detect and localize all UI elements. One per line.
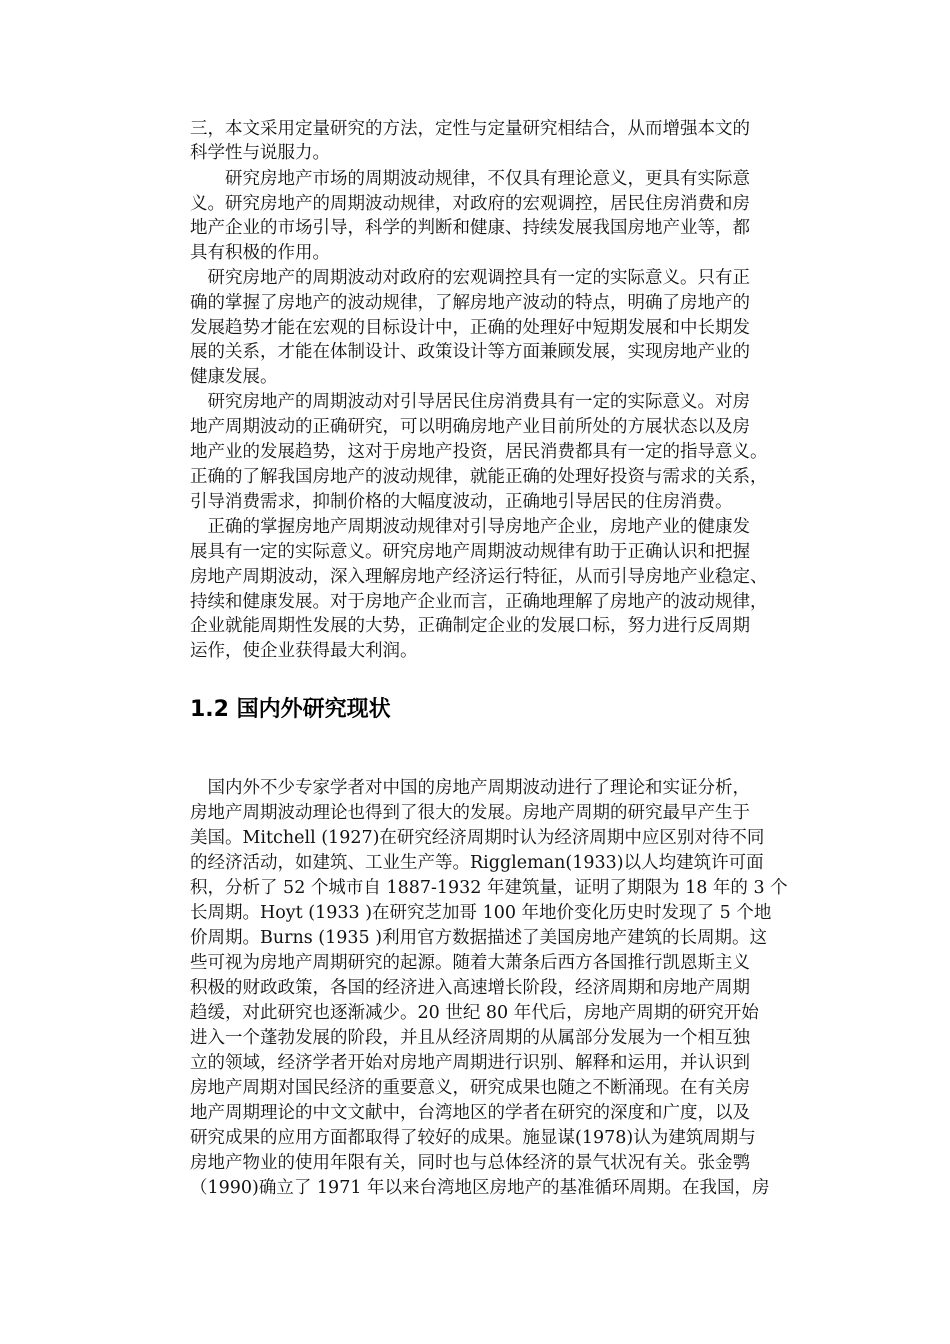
paragraph-line: 三，本文采用定量研究的方法，定性与定量研究相结合，从而增强本文的 [190, 119, 750, 139]
paragraph-line: 地产周期波动的正确研究，可以明确房地产业目前所处的方展状态以及房 [190, 417, 750, 437]
paragraph-line: 展具有一定的实际意义。研究房地产周期波动规律有助于正确认识和把握 [190, 542, 750, 562]
paragraph-line: 房地产物业的使用年限有关，同时也与总体经济的景气状况有关。张金鹗 [190, 1153, 750, 1173]
paragraph-line: 健康发展。 [190, 367, 278, 387]
paragraph-line: 运作，使企业获得最大利润。 [190, 641, 418, 661]
paragraph-line: 地产业的发展趋势，这对于房地产投资，居民消费都具有一定的指导意义。 [190, 442, 768, 462]
paragraph-line: 企业就能周期性发展的大势，正确制定企业的发展口标，努力进行反周期 [190, 616, 750, 636]
paragraph-line: 美国。Mitchell (1927)在研究经济周期时认为经济周期中应区别对待不同 [190, 828, 765, 848]
paragraph-line: 积，分析了 52 个城市自 1887-1932 年建筑量，证明了期限为 18 年的 3 个 [190, 878, 788, 898]
paragraph-line: 价周期。Burns (1935 )利用官方数据描述了美国房地产建筑的长周期。这 [190, 928, 768, 948]
paragraph-line: 的经济活动，如建筑、工业生产等。Riggleman(1933)以人均建筑许可面 [190, 853, 764, 873]
paragraph-line: 科学性与说服力。 [190, 143, 330, 163]
paragraph-line: 地产企业的市场引导，科学的判断和健康、持续发展我国房地产业等，都 [190, 218, 750, 238]
paragraph-line: 进入一个蓬勃发展的阶段，并且从经济周期的从属部分发展为一个相互独 [190, 1028, 750, 1048]
paragraph-line: 研究房地产的周期波动对政府的宏观调控具有一定的实际意义。只有正 [190, 268, 750, 288]
paragraph-line: 趋缓，对此研究也逐渐减少。20 世纪 80 年代后，房地产周期的研究开始 [190, 1003, 759, 1023]
paragraph-line: 房地产周期对国民经济的重要意义，研究成果也随之不断涌现。在有关房 [190, 1078, 750, 1098]
paragraph-line: 引导消费需求，抑制价格的大幅度波动，正确地引导居民的住房消费。 [190, 492, 733, 512]
paragraph-line: （1990)确立了 1971 年以来台湾地区房地产的基准循环周期。在我国，房 [190, 1178, 770, 1198]
paragraph-line: 确的掌握了房地产的波动规律，了解房地产波动的特点，明确了房地产的 [190, 293, 750, 313]
section-heading: 1.2 国内外研究现状 [190, 697, 391, 722]
paragraph-line: 具有积极的作用。 [190, 243, 330, 263]
paragraph-line: 研究成果的应用方面都取得了较好的成果。施显谋(1978)认为建筑周期与 [190, 1128, 756, 1148]
paragraph-line: 房地产周期波动理论也得到了很大的发展。房地产周期的研究最早产生于 [190, 803, 750, 823]
paragraph-line: 义。研究房地产的周期波动规律，对政府的宏观调控，居民住房消费和房 [190, 194, 750, 214]
paragraph-line: 持续和健康发展。对于房地产企业而言，正确地理解了房地产的波动规律， [190, 592, 768, 612]
paragraph-line: 研究房地产市场的周期波动规律，不仅具有理论意义，更具有实际意 [190, 169, 750, 189]
paragraph-line: 发展趋势才能在宏观的目标设计中，正确的处理好中短期发展和中长期发 [190, 318, 750, 338]
paragraph-line: 积极的财政政策，各国的经济进入高速增长阶段，经济周期和房地产周期 [190, 978, 750, 998]
paragraph-line: 立的领域，经济学者开始对房地产周期进行识别、解释和运用，并认识到 [190, 1053, 750, 1073]
paragraph-line: 正确的掌握房地产周期波动规律对引导房地产企业，房地产业的健康发 [190, 517, 750, 537]
paragraph-line: 长周期。Hoyt (1933 )在研究芝加哥 100 年地价变化历史时发现了 5 个地 [190, 903, 772, 923]
paragraph-line: 国内外不少专家学者对中国的房地产周期波动进行了理论和实证分析， [190, 778, 750, 798]
paragraph-line: 展的关系，才能在体制设计、政策设计等方面兼顾发展，实现房地产业的 [190, 342, 750, 362]
paragraph-line: 些可视为房地产周期研究的起源。随着大萧条后西方各国推行凯恩斯主义 [190, 953, 750, 973]
paragraph-line: 正确的了解我国房地产的波动规律，就能正确的处理好投资与需求的关系， [190, 467, 768, 487]
paragraph-line: 地产周期理论的中文文献中，台湾地区的学者在研究的深度和广度，以及 [190, 1103, 750, 1123]
paragraph-line: 房地产周期波动，深入理解房地产经济运行特征，从而引导房地产业稳定、 [190, 567, 768, 587]
paragraph-line: 研究房地产的周期波动对引导居民住房消费具有一定的实际意义。对房 [190, 392, 750, 412]
